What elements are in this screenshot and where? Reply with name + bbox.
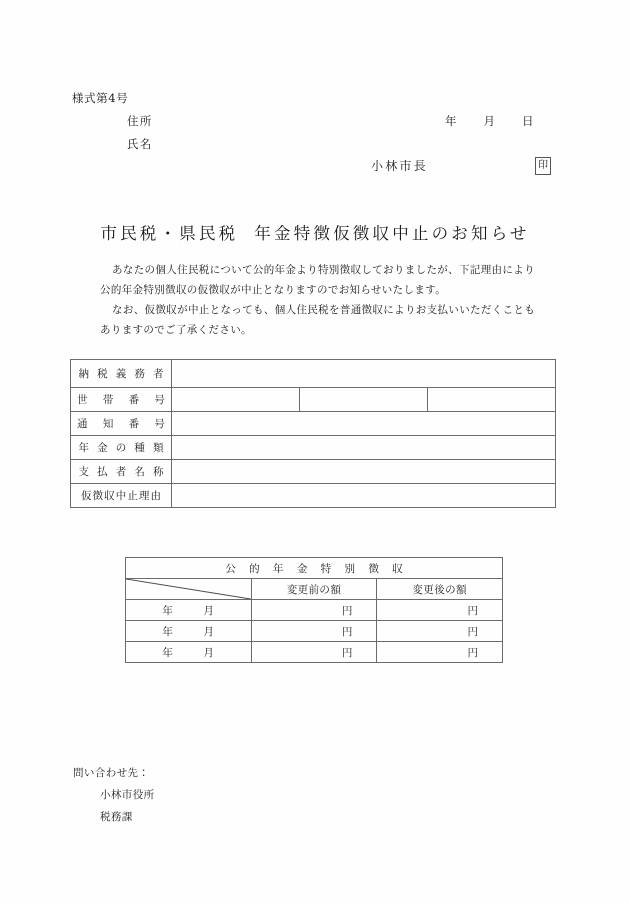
page-title-part2: 年金特徴仮徴収中止のお知らせ	[254, 224, 530, 243]
pension-table-header: 公 的 年 金 特 別 徴 収	[126, 558, 503, 579]
notice-paragraph-2	[100, 300, 550, 340]
amount-after-3[interactable]	[377, 642, 503, 663]
row-label-payer-name: 支 払 者 名 称	[71, 460, 172, 484]
date-day-label: 日	[522, 114, 534, 128]
name-label: 氏名	[127, 137, 153, 151]
table-row	[71, 484, 556, 508]
currency-label: 円	[341, 625, 353, 638]
row-value-suspension-reason[interactable]	[172, 484, 556, 508]
contact-office: 小林市役所	[100, 789, 155, 801]
currency-label: 円	[467, 604, 478, 617]
form-number: 様式第4号	[72, 91, 129, 105]
paragraph-2-line-2: ありますのでご了承ください。	[100, 324, 252, 336]
column-header-before: 変更前の額	[251, 579, 377, 600]
contact-heading: 問い合わせ先：	[73, 767, 150, 779]
row-value-payer-name[interactable]	[172, 460, 556, 484]
currency-label: 円	[467, 625, 478, 638]
table-row	[126, 579, 503, 600]
period-month-label-3: 月	[203, 646, 215, 659]
table-row	[126, 621, 503, 642]
row-value-household-number-1[interactable]	[172, 388, 300, 412]
diagonal-corner-cell	[126, 579, 252, 600]
pension-collection-table	[125, 557, 503, 663]
issue-date-line	[445, 113, 534, 129]
seal-stamp-box: 印	[535, 157, 551, 175]
row-value-pension-type[interactable]	[172, 436, 556, 460]
amount-after-1[interactable]	[377, 600, 503, 621]
period-month-label-2: 月	[203, 625, 215, 638]
period-year-label-3: 年	[162, 646, 174, 659]
amount-before-3[interactable]	[251, 642, 377, 663]
row-value-household-number-3[interactable]	[428, 388, 556, 412]
row-label-pension-type: 年 金 の 種 類	[71, 436, 172, 460]
paragraph-1-line-1: あなたの個人住民税について公的年金より特別徴収しておりましたが、下記理由により	[112, 264, 535, 276]
column-header-after: 変更後の額	[377, 579, 503, 600]
table-row	[126, 642, 503, 663]
row-label-taxpayer: 納 税 義 務 者	[71, 360, 172, 388]
page-title-part1: 市民税・県民税	[100, 224, 239, 243]
row-label-notice-number: 通 知 番 号	[71, 412, 172, 436]
page-title	[0, 220, 630, 244]
notice-paragraph-1	[100, 260, 550, 300]
table-row	[71, 436, 556, 460]
period-year-label-2: 年	[162, 625, 174, 638]
paragraph-2-line-1: なお、仮徴収が中止となっても、個人住民税を普通徴収によりお支払いいただくことも	[112, 304, 536, 316]
table-row	[71, 360, 556, 388]
diagonal-slash-icon	[126, 579, 251, 599]
row-label-suspension-reason: 仮徴収中止理由	[71, 484, 172, 508]
row-value-household-number-2[interactable]	[300, 388, 428, 412]
period-cell-3[interactable]	[126, 642, 252, 663]
table-row	[126, 600, 503, 621]
period-cell-1[interactable]	[126, 600, 252, 621]
paragraph-1-line-2: 公的年金特別徴収の仮徴収が中止となりますのでお知らせいたします。	[100, 284, 447, 296]
date-month-label: 月	[483, 114, 495, 128]
period-cell-2[interactable]	[126, 621, 252, 642]
contact-department: 税務課	[100, 811, 133, 823]
table-row	[71, 412, 556, 436]
table-row	[71, 388, 556, 412]
table-row	[71, 460, 556, 484]
period-year-label-1: 年	[162, 604, 174, 617]
address-label: 住所	[127, 114, 153, 128]
table-row	[126, 558, 503, 579]
row-value-notice-number[interactable]	[172, 412, 556, 436]
amount-before-2[interactable]	[251, 621, 377, 642]
date-year-label: 年	[445, 114, 457, 128]
row-value-taxpayer[interactable]	[172, 360, 556, 388]
row-label-household-number: 世 帯 番 号	[71, 388, 172, 412]
period-month-label-1: 月	[203, 604, 215, 617]
issuer-name: 小林市長	[371, 159, 428, 173]
currency-label: 円	[467, 646, 478, 659]
currency-label: 円	[341, 604, 353, 617]
amount-before-1[interactable]	[251, 600, 377, 621]
currency-label: 円	[341, 646, 353, 659]
taxpayer-info-table	[70, 359, 556, 508]
amount-after-2[interactable]	[377, 621, 503, 642]
